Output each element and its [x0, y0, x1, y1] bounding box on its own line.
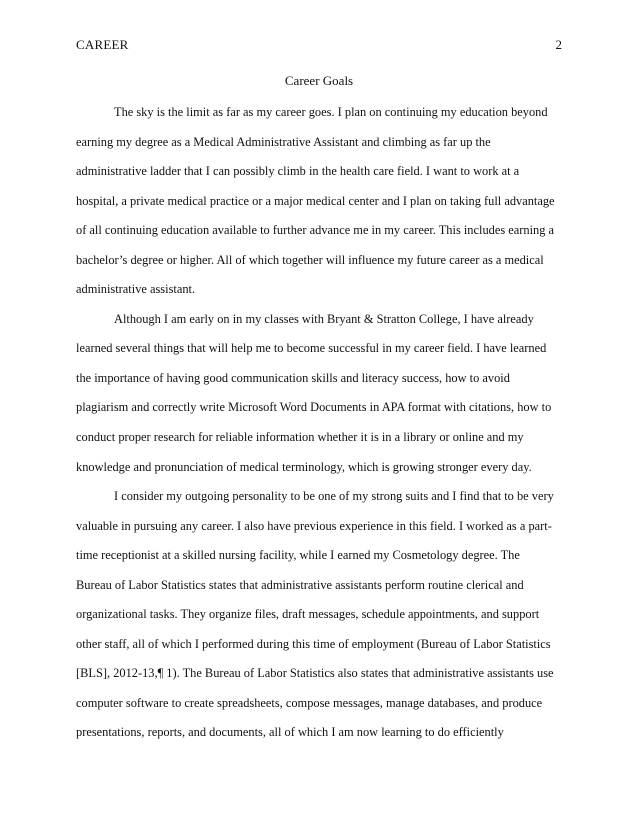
text-line: hospital, a private medical practice or a major medical center and I plan on taking full advantage [76, 193, 555, 208]
text-line: plagiarism and correctly write Microsoft Word Documents in APA format with citations, how to [76, 400, 552, 415]
text-line: Although I am early on in my classes with Bryant & Stratton College, I have already [114, 311, 534, 326]
text-line: I consider my outgoing personality to be one of my strong suits and I find that to be very [114, 489, 554, 504]
text-line: computer software to create spreadsheets, compose messages, manage databases, and produce [76, 695, 543, 710]
text-line: administrative ladder that I can possibly climb in the health care field. I want to work at a [76, 164, 520, 179]
text-line: valuable in pursuing any career. I also have previous experience in this field. I worked as a part- [76, 518, 552, 533]
text-line: knowledge and pronunciation of medical terminology, which is growing stronger every day. [76, 459, 532, 474]
running-head: CAREER [76, 37, 129, 52]
text-line: time receptionist at a skilled nursing facility, while I earned my Cosmetology degree. The [76, 548, 520, 563]
text-line: Bureau of Labor Statistics states that administrative assistants perform routine clerical and [76, 577, 524, 592]
text-line: The sky is the limit as far as my career goes. I plan on continuing my education beyond [114, 105, 548, 119]
text-line: bachelor’s degree or higher. All of which together will influence my future career as a medical [76, 252, 544, 267]
text-line: organizational tasks. They organize files, draft messages, schedule appointments, and support [76, 607, 540, 622]
text-line: earning my degree as a Medical Administrative Assistant and climbing as far up the [76, 134, 491, 149]
text-line: administrative assistant. [76, 282, 196, 297]
document-title: Career Goals [284, 73, 354, 88]
text-line: of all continuing education available to further advance me in my career. This includes earning a [76, 223, 555, 238]
text-line: presentations, reports, and documents, all of which I am now learning to do efficiently [76, 725, 504, 740]
text-line: other staff, all of which I performed during this time of employment (Bureau of Labor Statistics [76, 636, 551, 651]
text-line: the importance of having good communication skills and literacy success, how to avoid [76, 370, 510, 385]
text-line: [BLS], 2012-13,¶ 1). The Bureau of Labor Statistics also states that administrative assistants use [76, 666, 554, 681]
text-line: learned several things that will help me to become successful in my career field. I have learned [76, 341, 547, 356]
body-text [76, 98, 566, 748]
page-number: 2 [555, 37, 562, 52]
text-line: conduct proper research for reliable information whether it is in a library or online and my [76, 430, 524, 445]
